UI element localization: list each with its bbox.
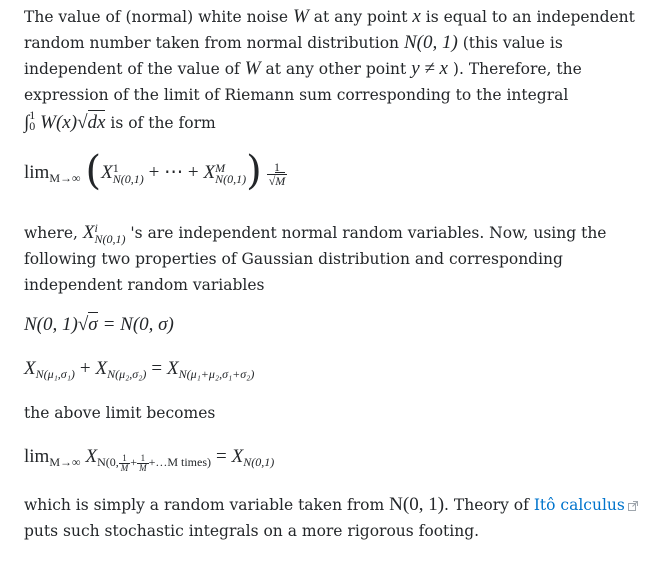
text: ). Therefore, the	[452, 60, 582, 78]
math-N01: N(0, 1)	[389, 494, 445, 515]
math-X: X	[85, 446, 98, 467]
math-X: X	[24, 358, 36, 379]
text: expression of the limit of Riemann sum corresponding to the integral	[24, 86, 569, 104]
left-paren: (	[85, 148, 102, 194]
para1-line1	[24, 4, 635, 30]
para3	[24, 400, 215, 426]
sup: M	[215, 161, 226, 175]
text: where,	[24, 224, 78, 242]
para1-line3	[24, 56, 582, 82]
lim: lim	[24, 446, 50, 467]
sub: N(0,1)	[94, 232, 126, 246]
sub: N(0,1)	[112, 172, 144, 186]
math-x: x	[412, 6, 421, 27]
para4-line1	[24, 492, 638, 518]
sqrt-sign: √	[77, 112, 88, 133]
para2-line1	[24, 220, 606, 246]
equation-scaling	[24, 312, 174, 338]
sub: N(0,	[97, 455, 119, 469]
equals: =	[151, 358, 163, 379]
text: independent of the value of	[24, 60, 240, 78]
math-X: X	[101, 162, 113, 183]
sub: N(μ₂,σ₂)	[107, 367, 147, 381]
math-y-ne-x: y ≠ x	[411, 58, 448, 79]
para4-line2	[24, 518, 479, 544]
text: at any other point	[265, 60, 407, 78]
sub: +…M times)	[148, 455, 212, 469]
text: at any point	[313, 8, 408, 26]
text: . Theory of	[444, 496, 529, 514]
sup: 1	[112, 161, 119, 175]
numerator: 1	[267, 161, 288, 175]
integral-upper: 1	[29, 108, 36, 122]
lim-subscript: M→∞	[49, 455, 81, 469]
sub: N(0,1)	[215, 172, 247, 186]
right-paren: )	[246, 148, 262, 194]
text: The value of (normal) white noise	[24, 8, 289, 26]
para2-line2	[24, 246, 563, 272]
math-X: X	[166, 358, 179, 379]
denominator: M	[120, 462, 129, 473]
math-sigma: σ	[88, 314, 98, 335]
integral-lower: 0	[29, 119, 36, 133]
math-dx: dx	[87, 112, 106, 133]
sub: N(μ₁,σ₁)	[35, 367, 75, 381]
ito-calculus-link[interactable]	[534, 496, 638, 514]
sub: N(0,1)	[243, 455, 275, 469]
equals: =	[215, 446, 227, 467]
numerator: 1	[137, 454, 149, 464]
lim-subscript: M→∞	[49, 171, 81, 185]
text: the above limit becomes	[24, 404, 216, 422]
dots: + ⋯ +	[148, 162, 199, 183]
sup: i	[94, 221, 98, 235]
equation-sum-rule	[24, 356, 254, 387]
lim: lim	[24, 162, 50, 183]
math-integrand: W(x)	[40, 112, 78, 133]
math-lhs: N(0, 1)	[24, 314, 78, 335]
plus: +	[79, 358, 91, 379]
math-W: W	[292, 6, 309, 27]
sub: N(μ₁+μ₂,σ₁+σ₂)	[178, 367, 255, 381]
integral-sign: ∫	[24, 112, 30, 133]
math-X: X	[203, 162, 216, 183]
denominator: M	[275, 173, 286, 188]
fraction	[119, 454, 131, 473]
text: puts such stochastic integrals on a more rigorous footing.	[24, 522, 480, 540]
math-rhs: = N(0, σ)	[102, 314, 174, 335]
math-X: X	[231, 446, 244, 467]
text: which is simply a random variable taken from	[24, 496, 385, 514]
sqrt-sign: √	[77, 314, 89, 335]
para1-line5	[24, 110, 216, 136]
equation-limit-result	[24, 444, 274, 475]
numerator: 1	[119, 454, 131, 464]
fraction: $\frac{1}{√M}$	[268, 159, 286, 188]
fraction	[137, 454, 149, 473]
text: following two properties of Gaussian distribution and corresponding	[24, 250, 563, 268]
plus: +	[130, 455, 138, 469]
text: independent random variables	[24, 276, 265, 294]
math-X: X	[95, 358, 108, 379]
link-text: Itô calculus	[533, 496, 625, 514]
math-X: X	[82, 222, 95, 243]
denominator: M	[139, 462, 147, 473]
math-W: W	[244, 58, 261, 79]
text: is of the form	[110, 114, 216, 132]
math-N01: N(0, 1)	[403, 32, 458, 53]
text: is equal to an independent	[425, 8, 635, 26]
text: (this value is	[462, 34, 563, 52]
para2-line3	[24, 272, 264, 298]
para1-line4	[24, 82, 568, 108]
equation-limit-sum	[24, 148, 287, 194]
external-link-icon	[628, 501, 638, 511]
para1-line2	[24, 30, 563, 56]
text: 's are independent normal random variables. Now, using the	[130, 224, 607, 242]
text: random number taken from normal distribution	[24, 34, 400, 52]
